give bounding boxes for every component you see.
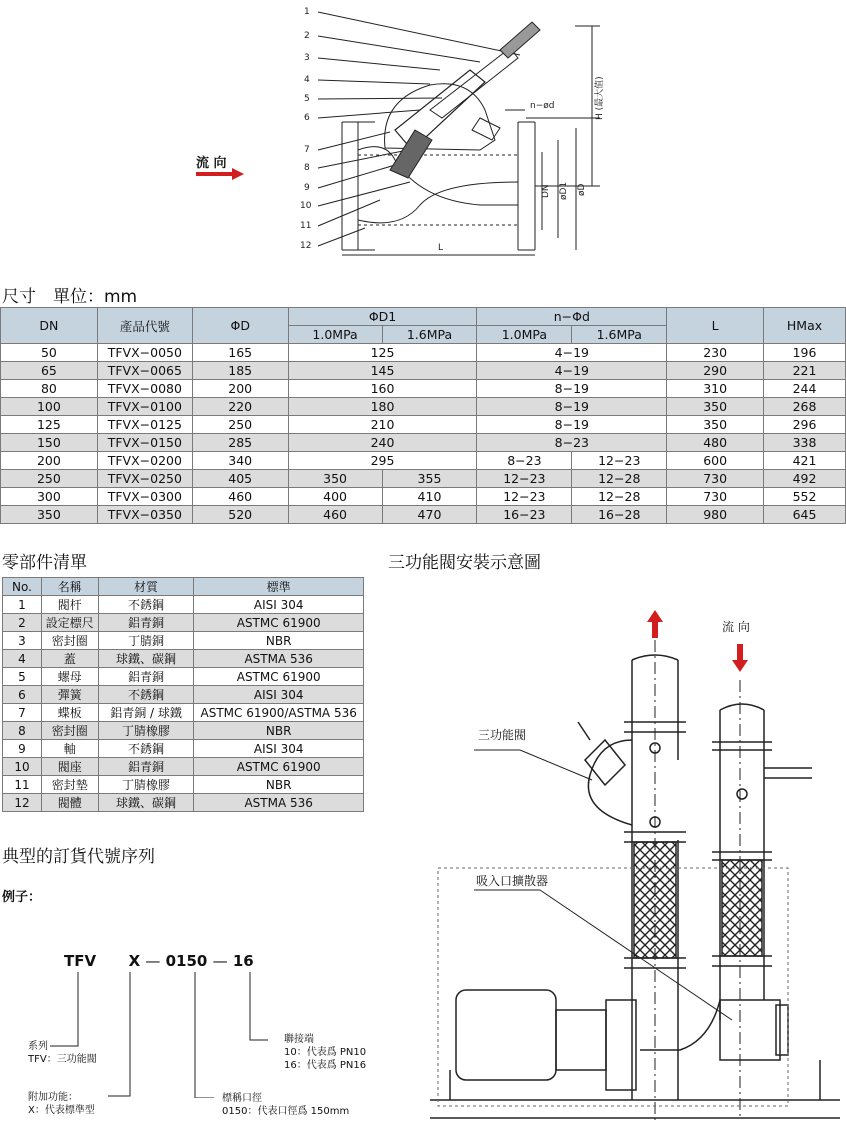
dn-dim-label: DN [541, 184, 551, 198]
cell: 492 [764, 470, 846, 488]
dimensions-table [0, 307, 846, 524]
cell: 鋁青銅 [98, 668, 194, 686]
cell: 16−23 [477, 506, 572, 524]
cell: TFVX−0300 [97, 488, 192, 506]
cell: 295 [288, 452, 477, 470]
cell: 2 [3, 614, 42, 632]
cell: 125 [288, 344, 477, 362]
cell: 730 [667, 488, 764, 506]
cell: 552 [764, 488, 846, 506]
cell: 4−19 [477, 344, 667, 362]
cell: 100 [1, 398, 98, 416]
part-no-4: 4 [304, 75, 310, 85]
cell: 50 [1, 344, 98, 362]
h-dim-label: H (最大值) [595, 76, 605, 120]
part-no-2: 2 [304, 31, 310, 41]
part-no-5: 5 [304, 94, 310, 104]
table-row [1, 434, 846, 452]
cell: 520 [192, 506, 288, 524]
cell: 球鐵、碳鋼 [98, 794, 194, 812]
cell: 球鐵、碳鋼 [98, 650, 194, 668]
cell: 蓋 [41, 650, 98, 668]
col-d1: ΦD1 [288, 308, 477, 326]
cell: 閥體 [41, 794, 98, 812]
cell: 8−19 [477, 398, 667, 416]
code-dash-1: — [145, 952, 161, 970]
part-no-8: 8 [304, 163, 310, 173]
col-code: 產品代號 [97, 308, 192, 344]
dimensions-heading: 尺寸 單位：mm [2, 287, 138, 307]
cell: TFVX−0350 [97, 506, 192, 524]
part-no-9: 9 [304, 183, 310, 193]
cell: 310 [667, 380, 764, 398]
cell: TFVX−0050 [97, 344, 192, 362]
table-row [3, 704, 364, 722]
cell: TFVX−0080 [97, 380, 192, 398]
col-standard: 標準 [194, 578, 364, 596]
cell: 250 [1, 470, 98, 488]
table-row [3, 668, 364, 686]
cell: 12−28 [572, 470, 667, 488]
parts-heading: 零部件清單 [2, 553, 87, 573]
cell: 340 [192, 452, 288, 470]
cell: 9 [3, 740, 42, 758]
table-row [1, 488, 846, 506]
cell: 螺母 [41, 668, 98, 686]
part-no-3: 3 [304, 53, 310, 63]
cell: 軸 [41, 740, 98, 758]
cell: 12−23 [477, 470, 572, 488]
cell: 210 [288, 416, 477, 434]
conn-desc-1: 10：代表爲 PN10 [284, 1047, 367, 1058]
cell: 丁腈橡膠 [98, 722, 194, 740]
table-row [1, 470, 846, 488]
cell: TFVX−0150 [97, 434, 192, 452]
cell: 220 [192, 398, 288, 416]
cell: AISI 304 [194, 686, 364, 704]
col-nd: n−Φd [477, 308, 667, 326]
cell: 180 [288, 398, 477, 416]
table-row [1, 506, 846, 524]
cell: 12−28 [572, 488, 667, 506]
part-number-labels [300, 7, 605, 253]
l-dim-label: L [438, 243, 444, 253]
cell: AISI 304 [194, 740, 364, 758]
cell: 480 [667, 434, 764, 452]
parts-table [2, 577, 364, 812]
cell: ASTMC 61900/ASTMA 536 [194, 704, 364, 722]
cell: 65 [1, 362, 98, 380]
cell: 250 [192, 416, 288, 434]
cell: 4−19 [477, 362, 667, 380]
cell: NBR [194, 722, 364, 740]
col-nd-16: 1.6MPa [572, 326, 667, 344]
cell: 221 [764, 362, 846, 380]
cell: 125 [1, 416, 98, 434]
table-row [1, 398, 846, 416]
col-d1-16: 1.6MPa [382, 326, 477, 344]
cell: 185 [192, 362, 288, 380]
col-hmax: HMax [764, 308, 846, 344]
col-d1-10: 1.0MPa [288, 326, 382, 344]
table-row [1, 380, 846, 398]
table-row [3, 596, 364, 614]
cell: 600 [667, 452, 764, 470]
cell: 165 [192, 344, 288, 362]
cell: 閥座 [41, 758, 98, 776]
cell: 645 [764, 506, 846, 524]
cell: ASTMA 536 [194, 794, 364, 812]
cell: 11 [3, 776, 42, 794]
nominal-title: 標稱口徑 [222, 1093, 262, 1104]
nominal-desc: 0150：代表口徑爲 150mm [222, 1106, 350, 1117]
conn-desc-block [284, 1033, 366, 1072]
cell: 10 [3, 758, 42, 776]
install-flow-label: 流 向 [722, 620, 750, 634]
table-row [3, 794, 364, 812]
cell: 7 [3, 704, 42, 722]
cell: 12 [3, 794, 42, 812]
cell: 470 [382, 506, 477, 524]
cell: 300 [1, 488, 98, 506]
valve-section-drawing [180, 0, 620, 262]
cell: ASTMC 61900 [194, 668, 364, 686]
cell: 355 [382, 470, 477, 488]
cell: 6 [3, 686, 42, 704]
cell: 5 [3, 668, 42, 686]
cell: 1 [3, 596, 42, 614]
install-heading: 三功能閥安裝示意圖 [388, 553, 541, 573]
cell: 不銹鋼 [98, 740, 194, 758]
cell: 8−19 [477, 380, 667, 398]
valve-callout-label: 三功能閥 [478, 728, 527, 742]
cell: 鋁青銅 [98, 614, 194, 632]
cell: ASTMC 61900 [194, 758, 364, 776]
cell: 150 [1, 434, 98, 452]
table-row [3, 776, 364, 794]
cell: 350 [667, 416, 764, 434]
code-series: TFV [64, 952, 97, 970]
cell: 285 [192, 434, 288, 452]
cell: NBR [194, 776, 364, 794]
cell: 196 [764, 344, 846, 362]
addon-title: 附加功能： [28, 1092, 78, 1103]
cell: AISI 304 [194, 596, 364, 614]
cell: 160 [288, 380, 477, 398]
cell: 密封圈 [41, 722, 98, 740]
cell: 密封圈 [41, 632, 98, 650]
cell: 鋁青銅 [98, 758, 194, 776]
cell: 設定標尺 [41, 614, 98, 632]
cell: 80 [1, 380, 98, 398]
cell: 8−23 [477, 434, 667, 452]
code-pn: 16 [232, 952, 254, 970]
table-row [3, 722, 364, 740]
addon-desc-block [28, 1091, 95, 1117]
cell: 12−23 [477, 488, 572, 506]
col-dn: DN [1, 308, 98, 344]
cell: 200 [1, 452, 98, 470]
cell: 8−23 [477, 452, 572, 470]
cell: 730 [667, 470, 764, 488]
series-desc: TFV：三功能閥 [28, 1054, 97, 1065]
col-l: L [667, 308, 764, 344]
cell: TFVX−0100 [97, 398, 192, 416]
nominal-desc-block [222, 1092, 349, 1118]
table-row [1, 452, 846, 470]
cell: 鋁青銅 / 球鐵 [98, 704, 194, 722]
table-row [3, 650, 364, 668]
cell: 16−28 [572, 506, 667, 524]
cell: 338 [764, 434, 846, 452]
installation-diagram [420, 600, 846, 1130]
conn-title: 聯接端 [284, 1034, 314, 1045]
cell: NBR [194, 632, 364, 650]
cell: 350 [667, 398, 764, 416]
table-row [3, 740, 364, 758]
flow-arrow-icon [196, 168, 246, 180]
cell: 200 [192, 380, 288, 398]
addon-desc: X：代表標準型 [28, 1105, 95, 1116]
col-nd-10: 1.0MPa [477, 326, 572, 344]
cell: 8 [3, 722, 42, 740]
table-row [1, 362, 846, 380]
cell: 290 [667, 362, 764, 380]
col-material: 材質 [98, 578, 194, 596]
cell: 296 [764, 416, 846, 434]
cell: 421 [764, 452, 846, 470]
nd-dim-label: n−ød [530, 101, 555, 111]
cell: 460 [192, 488, 288, 506]
cell: ASTMC 61900 [194, 614, 364, 632]
cell: 145 [288, 362, 477, 380]
part-no-1: 1 [304, 7, 310, 17]
conn-desc-2: 16：代表爲 PN16 [284, 1060, 367, 1071]
cell: 460 [288, 506, 382, 524]
table-row [1, 416, 846, 434]
down-arrow-icon [732, 644, 748, 672]
cell: TFVX−0125 [97, 416, 192, 434]
cell: 蝶板 [41, 704, 98, 722]
flow-direction-label: 流 向 [196, 156, 227, 171]
series-desc-block [28, 1040, 97, 1066]
col-d: ΦD [192, 308, 288, 344]
part-no-11: 11 [300, 221, 312, 231]
d-dim-label: øD [577, 183, 587, 196]
code-size: 0150 [165, 952, 208, 970]
cell: 4 [3, 650, 42, 668]
cell: 8−19 [477, 416, 667, 434]
col-name: 名稱 [41, 578, 98, 596]
table-row [1, 344, 846, 362]
code-dash-2: — [212, 952, 228, 970]
cell: 12−23 [572, 452, 667, 470]
table-row [3, 632, 364, 650]
cell: 980 [667, 506, 764, 524]
cell: 230 [667, 344, 764, 362]
cell: TFVX−0200 [97, 452, 192, 470]
d1-dim-label: øD1 [559, 181, 569, 200]
cell: 彈簧 [41, 686, 98, 704]
cell: 350 [288, 470, 382, 488]
example-label: 例子： [2, 890, 42, 905]
cell: 密封墊 [41, 776, 98, 794]
cell: 不銹鋼 [98, 596, 194, 614]
cell: TFVX−0065 [97, 362, 192, 380]
cell: 410 [382, 488, 477, 506]
cell: 350 [1, 506, 98, 524]
order-heading: 典型的訂貨代號序列 [2, 847, 155, 867]
up-arrow-icon [647, 610, 663, 638]
part-no-10: 10 [300, 201, 312, 211]
cell: 不銹鋼 [98, 686, 194, 704]
series-title: 系列 [28, 1041, 48, 1052]
code-addon: X [128, 952, 141, 970]
cell: 240 [288, 434, 477, 452]
cell: 丁腈銅 [98, 632, 194, 650]
diffuser-callout-label: 吸入口擴散器 [476, 874, 549, 888]
table-row [3, 758, 364, 776]
part-no-6: 6 [304, 113, 310, 123]
part-no-7: 7 [304, 145, 310, 155]
cell: 閥杆 [41, 596, 98, 614]
order-code-brackets [0, 968, 300, 1098]
table-row [3, 686, 364, 704]
cell: ASTMA 536 [194, 650, 364, 668]
col-no: No. [3, 578, 42, 596]
cell: 3 [3, 632, 42, 650]
cell: TFVX−0250 [97, 470, 192, 488]
table-row [3, 614, 364, 632]
cell: 丁腈橡膠 [98, 776, 194, 794]
cell: 405 [192, 470, 288, 488]
cell: 400 [288, 488, 382, 506]
part-no-12: 12 [300, 241, 312, 251]
cell: 268 [764, 398, 846, 416]
cell: 244 [764, 380, 846, 398]
